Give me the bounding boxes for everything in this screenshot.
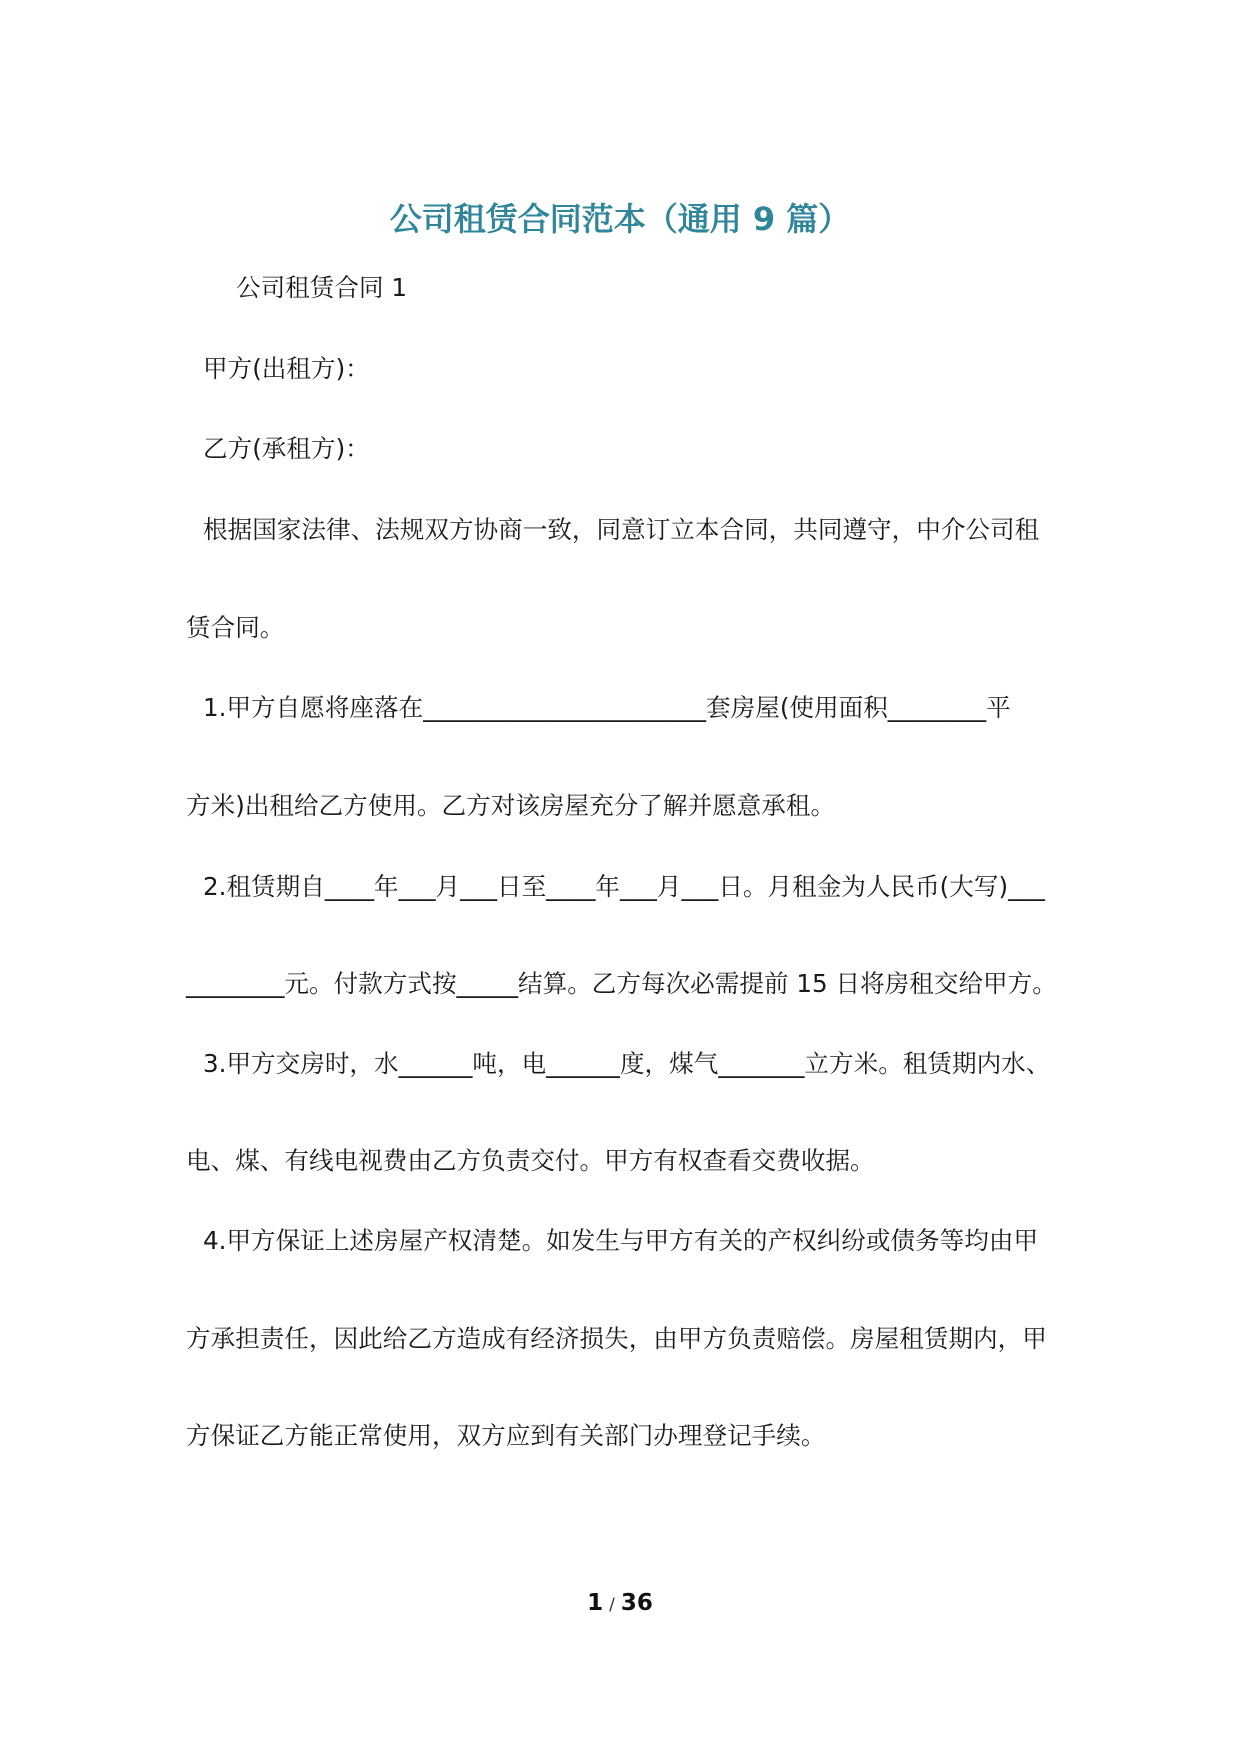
- text-line: ________元。付款方式按_____结算。乙方每次必需提前 15 日将房租交给甲方。: [186, 969, 1057, 998]
- page-current: 1: [587, 1590, 604, 1616]
- text-line: 1.甲方自愿将座落在_______________________套房屋(使用面积________平: [203, 693, 1011, 722]
- page-title: 公司租赁合同范本（通用 9 篇）: [389, 200, 851, 238]
- page-number: [0, 1588, 1240, 1620]
- text-line: 2.租赁期自____年___月___日至____年___月___日。月租金为人民币(大写)___: [203, 872, 1045, 901]
- text-line: 甲方(出租方)：: [203, 354, 370, 383]
- page-total: 36: [620, 1590, 653, 1616]
- text-line: 电、煤、有线电视费由乙方负责交付。甲方有权查看交费收据。: [186, 1146, 875, 1175]
- page-separator: /: [609, 1595, 615, 1615]
- text-line: 3.甲方交房时，水______吨，电______度，煤气_______立方米。租赁期内水、: [203, 1049, 1051, 1078]
- text-line: 方米)出租给乙方使用。乙方对该房屋充分了解并愿意承租。: [186, 791, 836, 820]
- text-line: 方承担责任，因此给乙方造成有经济损失，由甲方负责赔偿。房屋租赁期内，甲: [186, 1324, 1047, 1353]
- text-line: 方保证乙方能正常使用，双方应到有关部门办理登记手续。: [186, 1421, 826, 1450]
- section-heading: 公司租赁合同 1: [236, 273, 408, 302]
- text-line: 乙方(承租方)：: [203, 434, 370, 463]
- text-line: 赁合同。: [186, 613, 285, 642]
- text-line: 4.甲方保证上述房屋产权清楚。如发生与甲方有关的产权纠纷或债务等均由甲: [203, 1226, 1039, 1255]
- text-line: 根据国家法律、法规双方协商一致，同意订立本合同，共同遵守，中介公司租: [203, 515, 1040, 544]
